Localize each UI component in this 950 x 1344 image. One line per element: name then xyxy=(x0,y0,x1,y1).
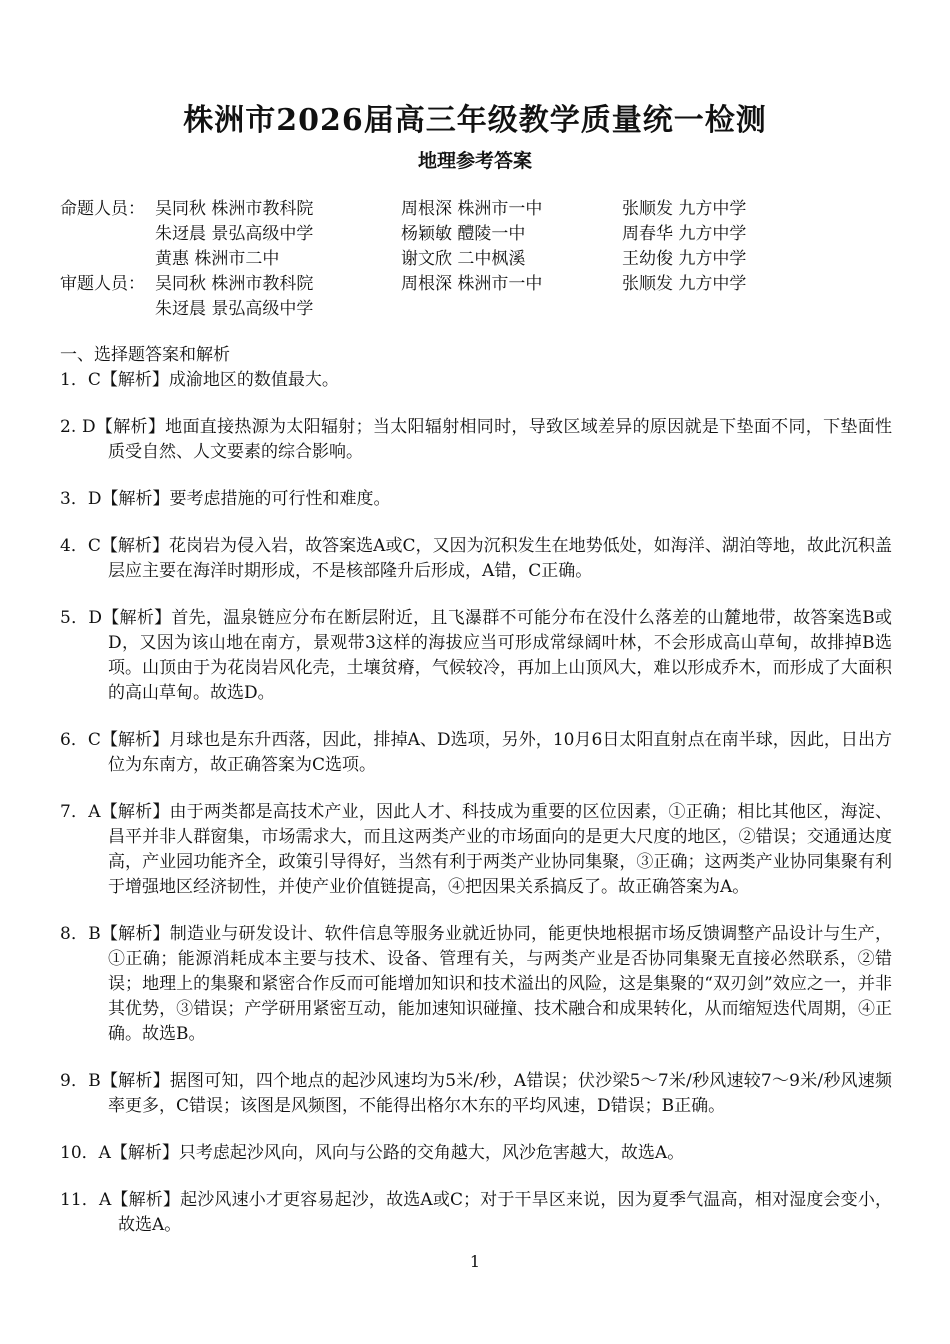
section-heading: 一、选择题答案和解析 xyxy=(60,345,230,365)
analysis-tag: 【解析】 xyxy=(111,1190,181,1210)
staff-entry: 张顺发 九方中学 xyxy=(622,274,747,294)
answer-key: D xyxy=(87,489,102,509)
analysis-text: 要考虑措施的可行性和难度。 xyxy=(169,489,391,509)
answer-key: A xyxy=(98,1190,112,1210)
analysis-tag: 【解析】 xyxy=(100,370,169,390)
staff-row xyxy=(60,197,920,222)
analysis-text: 据图可知，四个地点的起沙风速均为5米/秒，A错误；伏沙梁5～7米/秒风速较7～9米/秒风速频率更多，C错误；该图是风频图，不能得出格尔木东的平均风速，D错误；B正确。 xyxy=(108,1071,892,1116)
answer-number: 2. xyxy=(60,417,82,437)
staff-row xyxy=(60,247,920,272)
staff-entry: 黄惠 株洲市二中 xyxy=(155,249,280,269)
answer-list xyxy=(60,368,892,1260)
analysis-text: 地面直接热源为太阳辐射；当太阳辐射相同时，导致区域差异的原因就是下垫面不同，下垫面性质受自然、人文要素的综合影响。 xyxy=(108,417,893,462)
staff-entry: 谢文欣 二中枫溪 xyxy=(401,249,526,269)
staff-entry: 周根深 株洲市一中 xyxy=(401,199,543,219)
answer-number: 5． xyxy=(60,608,89,628)
analysis-tag: 【解析】 xyxy=(95,417,166,437)
analysis-text: 成渝地区的数值最大。 xyxy=(168,370,339,390)
analysis-tag: 【解析】 xyxy=(100,802,170,822)
answer-number: 4． xyxy=(60,536,88,556)
answer-item xyxy=(60,1069,892,1119)
staff-entry: 杨颖敏 醴陵一中 xyxy=(401,224,526,244)
staff-row xyxy=(60,222,920,247)
document-subtitle: 地理参考答案 xyxy=(417,150,532,172)
staff-role-label: 审题人员： xyxy=(60,274,145,294)
analysis-text: 起沙风速小才更容易起沙，故选A或C；对于干旱区来说，因为夏季气温高，相对湿度会变小，故选A。 xyxy=(118,1190,892,1235)
answer-key: D xyxy=(81,417,96,437)
answer-number: 10． xyxy=(60,1143,99,1163)
answer-number: 7． xyxy=(60,802,89,822)
answer-item xyxy=(60,606,892,706)
answer-item xyxy=(60,415,892,465)
answer-number: 8． xyxy=(60,924,89,944)
answer-key: A xyxy=(98,1143,111,1163)
analysis-text: 花岗岩为侵入岩，故答案选A或C，又因为沉积发生在地势低处，如海洋、湖泊等地，故此沉积盖层应主要在海洋时期形成，不是核部隆升后形成，A错，C正确。 xyxy=(108,536,892,581)
analysis-text: 只考虑起沙风向，风向与公路的交角越大，风沙危害越大，故选A。 xyxy=(178,1143,685,1163)
answer-item xyxy=(60,922,892,1047)
answer-number: 6． xyxy=(60,730,88,750)
staff-entry: 张顺发 九方中学 xyxy=(622,199,747,219)
analysis-tag: 【解析】 xyxy=(100,730,170,750)
analysis-tag: 【解析】 xyxy=(110,1143,179,1163)
document-title: 株洲市2026届高三年级教学质量统一检测 xyxy=(183,103,767,138)
answer-item xyxy=(60,800,892,900)
answer-item xyxy=(60,1188,892,1238)
analysis-text: 月球也是东升西落，因此，排掉A、D选项，另外，10月6日太阳直射点在南半球，因此，日出方位为东南方，故正确答案为C选项。 xyxy=(108,730,892,775)
analysis-text: 由于两类都是高技术产业，因此人才、科技成为重要的区位因素，①正确；相比其他区，海淀、昌平并非人群窗集，市场需求大，而且这两类产业的市场面向的是更大尺度的地区，②错误；交通通达度高，产业园功能齐全，政策引导得好，当然有利于两类产业协同集聚，③正确；这两类产业协同集聚有利于增强地区经济韧性，并使产业价值链提高，④把因果关系搞反了。故正确答案为A。 xyxy=(108,802,892,897)
staff-entry: 朱迓晨 景弘高级中学 xyxy=(155,299,314,319)
staff-row xyxy=(60,272,920,297)
answer-key: B xyxy=(88,924,101,944)
answer-item xyxy=(60,368,892,393)
staff-entry: 周根深 株洲市一中 xyxy=(401,274,543,294)
staff-role-label: 命题人员： xyxy=(60,199,145,219)
answer-key: C xyxy=(87,370,101,390)
answer-key: D xyxy=(88,608,102,628)
analysis-tag: 【解析】 xyxy=(102,608,172,628)
answer-number: 1． xyxy=(60,370,88,390)
answer-item xyxy=(60,728,892,778)
analysis-tag: 【解析】 xyxy=(101,489,170,509)
analysis-text: 首先，温泉链应分布在断层附近，且飞瀑群不可能分布在没什么落差的山麓地带，故答案选B或D，又因为该山地在南方，景观带3这样的海拔应当可形成常绿阔叶林，不会形成高山草甸，故排掉B选项。山顶由于为花岗岩风化壳，土壤贫瘠，气候较冷，再加上山顶风大，难以形成乔木，而形成了大面积的高山草甸。故选D。 xyxy=(108,608,892,703)
answer-key: C xyxy=(87,730,101,750)
answer-number: 9． xyxy=(60,1071,89,1091)
staff-list xyxy=(60,197,920,322)
answer-number: 3． xyxy=(60,489,88,509)
answer-number: 11． xyxy=(60,1190,99,1210)
staff-entry: 周春华 九方中学 xyxy=(622,224,747,244)
staff-entry: 朱迓晨 景弘高级中学 xyxy=(155,224,314,244)
answer-key: C xyxy=(87,536,101,556)
analysis-tag: 【解析】 xyxy=(100,536,169,556)
staff-entry: 吴同秋 株洲市教科院 xyxy=(155,199,314,219)
staff-entry: 王幼俊 九方中学 xyxy=(622,249,747,269)
answer-key: A xyxy=(88,802,101,822)
analysis-tag: 【解析】 xyxy=(100,924,170,944)
answer-item xyxy=(60,487,892,512)
analysis-tag: 【解析】 xyxy=(100,1071,170,1091)
page-number: 1 xyxy=(469,1252,481,1271)
staff-entry: 吴同秋 株洲市教科院 xyxy=(155,274,314,294)
analysis-text: 制造业与研发设计、软件信息等服务业就近协同，能更快地根据市场反馈调整产品设计与生产，①正确；能源消耗成本主要与技术、设备、管理有关，与两类产业是否协同集聚无直接必然联系，②错误；地理上的集聚和紧密合作反而可能增加知识和技术溢出的风险，这是集聚的“双刃剑”效应之一，并非其优势，③错误；产学研用紧密互动，能加速知识碰撞、技术融合和成果转化，从而缩短迭代周期，④正确。故选B。 xyxy=(108,924,893,1044)
staff-row xyxy=(60,297,920,322)
answer-item xyxy=(60,1141,892,1166)
answer-item xyxy=(60,534,892,584)
answer-key: B xyxy=(88,1071,101,1091)
